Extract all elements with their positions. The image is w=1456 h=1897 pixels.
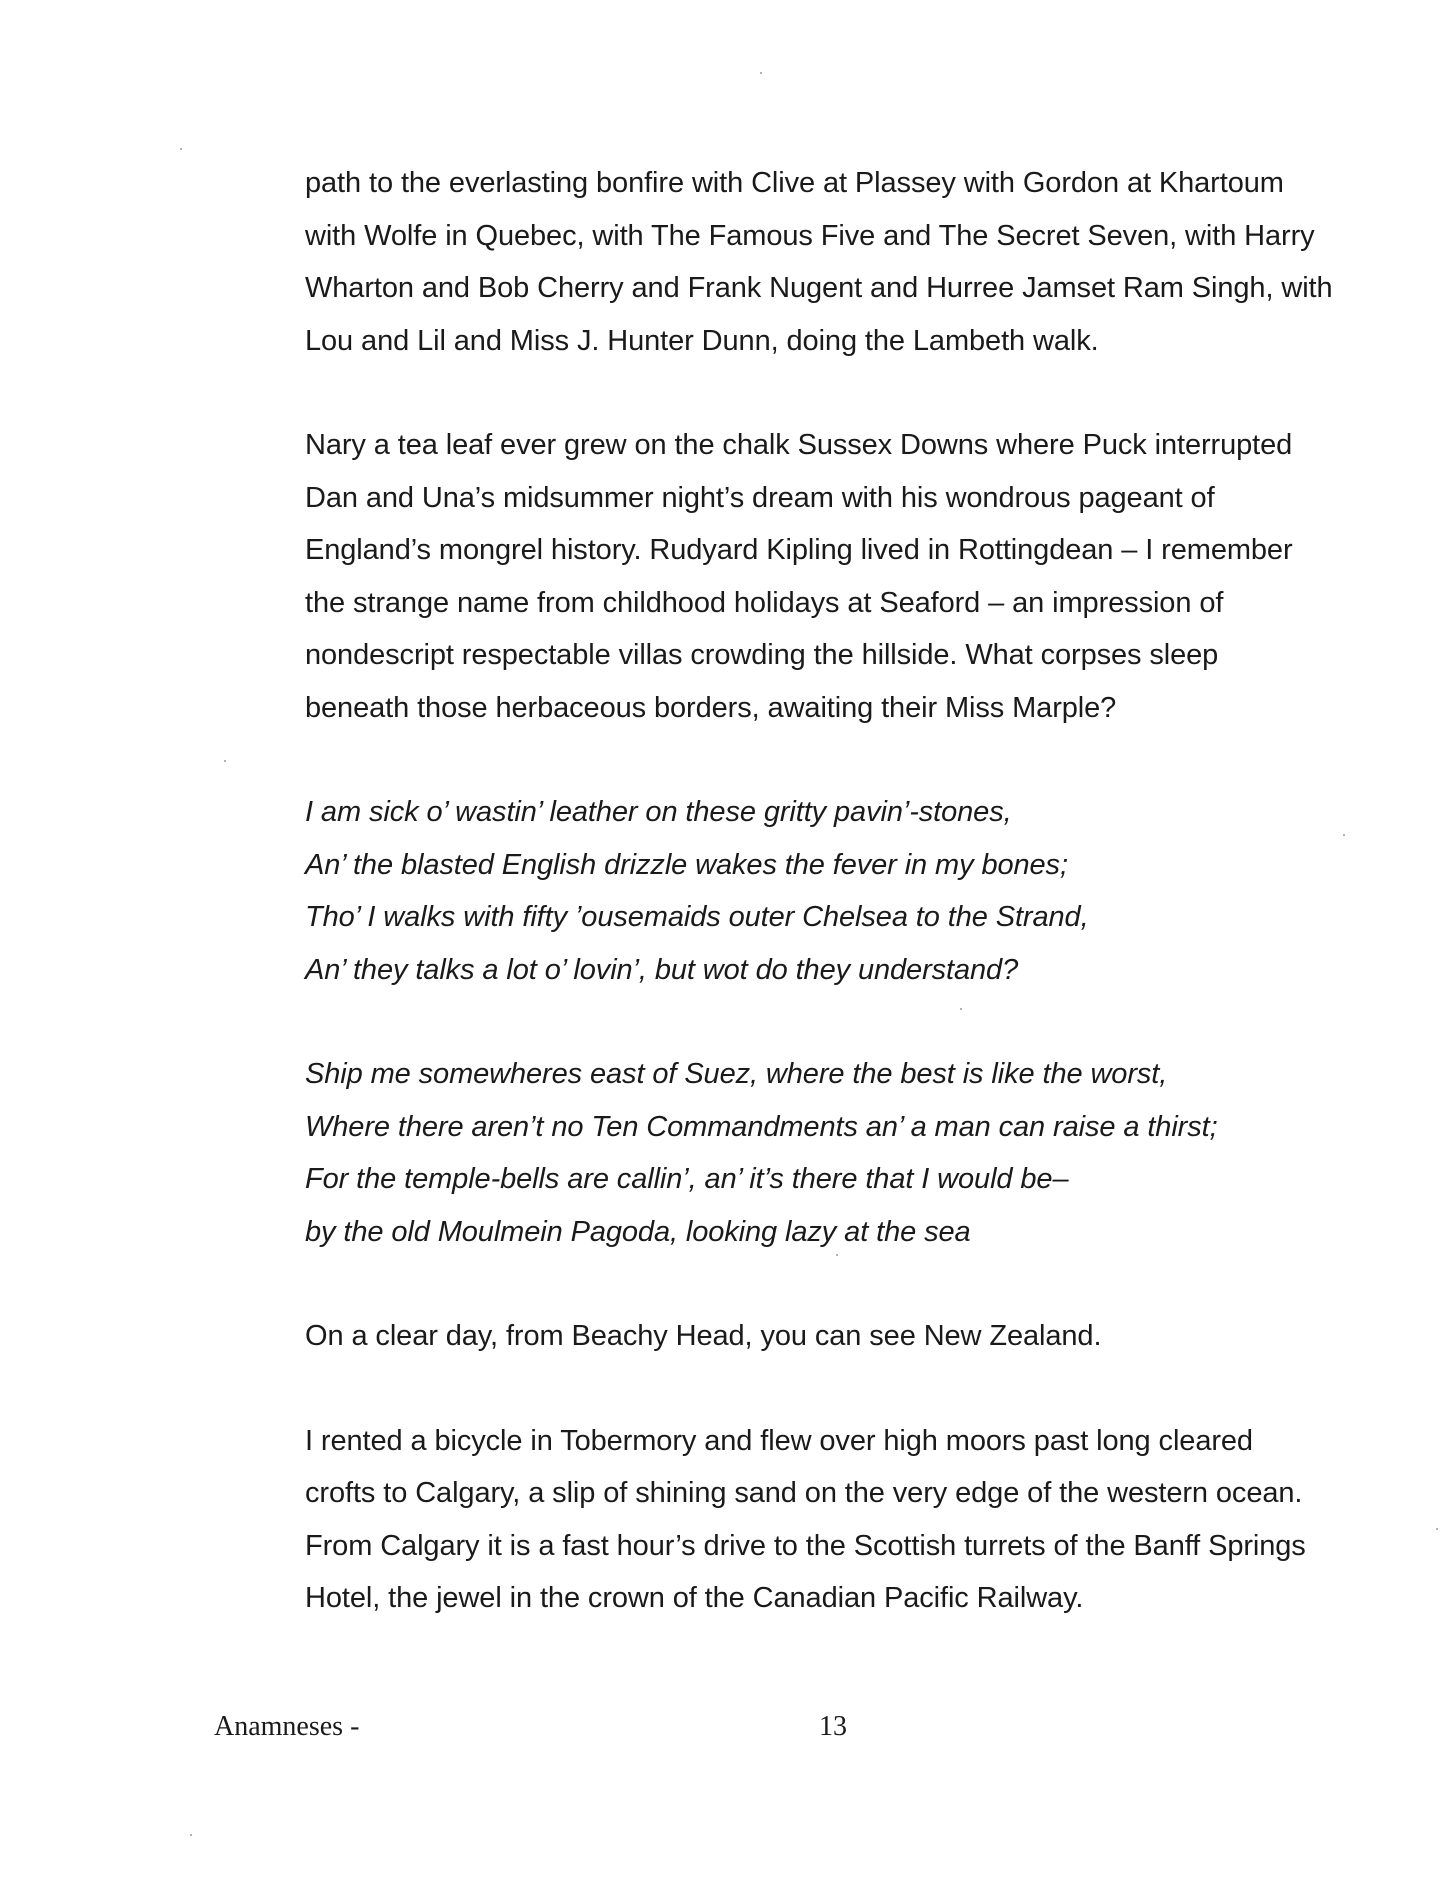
text-line: path to the everlasting bonfire with Clive at Plassey with Gordon at Khartoum — [305, 167, 1284, 199]
text-line: crofts to Calgary, a slip of shining sand on the very edge of the western ocean. — [305, 1477, 1303, 1509]
text-line: Hotel, the jewel in the crown of the Canadian Pacific Railway. — [305, 1582, 1084, 1614]
page-number: 13 — [819, 1711, 847, 1742]
text-line: Nary a tea leaf ever grew on the chalk Sussex Downs where Puck interrupted — [305, 429, 1293, 461]
verse-stanza-2 — [305, 1048, 1385, 1258]
text-line: Lou and Lil and Miss J. Hunter Dunn, doing the Lambeth walk. — [305, 324, 1099, 357]
verse-stanza-1 — [305, 786, 1385, 996]
text-line: England’s mongrel history. Rudyard Kipling lived in Rottingdean – I remember — [305, 534, 1293, 566]
scan-speck — [1436, 1528, 1438, 1530]
verse-line: An’ they talks a lot o’ lovin’, but wot do they understand? — [305, 953, 1019, 986]
scan-speck — [960, 1008, 962, 1010]
text-line: with Wolfe in Quebec, with The Famous Five and The Secret Seven, with Harry — [305, 219, 1315, 252]
verse-line: For the temple-bells are callin’, an’ it’s there that I would be– — [305, 1163, 1069, 1195]
scan-speck — [1343, 834, 1345, 836]
text-line: Dan and Una’s midsummer night’s dream with his wondrous pageant of — [305, 481, 1215, 514]
scan-speck — [836, 1254, 838, 1256]
paragraph-sussex-downs — [305, 419, 1385, 734]
verse-line: An’ the blasted English drizzle wakes the fever in my bones; — [305, 848, 1068, 881]
text-line: nondescript respectable villas crowding the hillside. What corpses sleep — [305, 639, 1219, 671]
text-line: From Calgary it is a fast hour’s drive to the Scottish turrets of the Banff Springs — [305, 1529, 1306, 1562]
verse-line: Tho’ I walks with fifty ’ousemaids outer Chelsea to the Strand, — [305, 901, 1089, 933]
verse-line: I am sick o’ wastin’ leather on these gritty pavin’-stones, — [305, 796, 1012, 828]
text-line: On a clear day, from Beachy Head, you can see New Zealand. — [305, 1320, 1102, 1352]
verse-line: Where there aren’t no Ten Commandments an’ a man can raise a thirst; — [305, 1110, 1218, 1143]
verse-line: by the old Moulmein Pagoda, looking lazy at the sea — [305, 1215, 971, 1248]
footer-title: Anamneses - — [214, 1711, 360, 1742]
text-line: the strange name from childhood holidays at Seaford – an impression of — [305, 586, 1224, 619]
paragraph-bonfire — [305, 157, 1385, 367]
paragraph-beachy-head — [305, 1310, 1385, 1363]
paragraph-tobermory — [305, 1415, 1385, 1625]
scan-speck — [760, 72, 762, 74]
scan-speck — [190, 1834, 192, 1836]
body-text — [305, 157, 1385, 1677]
scan-speck — [180, 148, 182, 150]
scan-speck — [224, 760, 226, 762]
text-line: I rented a bicycle in Tobermory and flew over high moors past long cleared — [305, 1424, 1253, 1457]
text-line: Wharton and Bob Cherry and Frank Nugent and Hurree Jamset Ram Singh, with — [305, 272, 1333, 304]
text-line: beneath those herbaceous borders, awaiting their Miss Marple? — [305, 691, 1117, 724]
verse-line: Ship me somewheres east of Suez, where the best is like the worst, — [305, 1058, 1168, 1090]
